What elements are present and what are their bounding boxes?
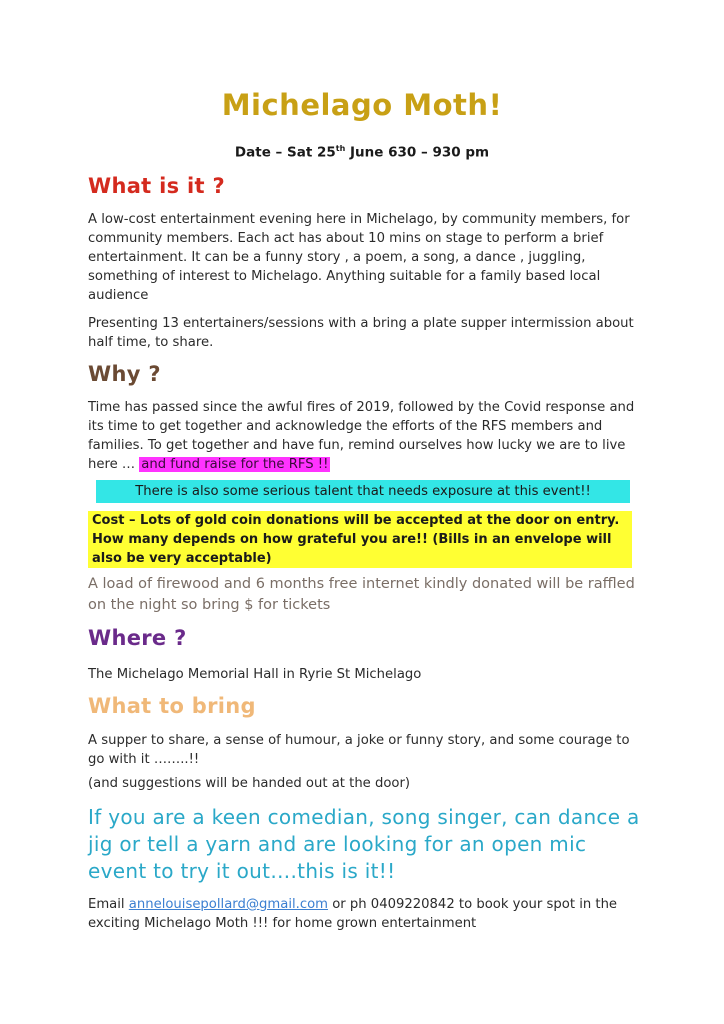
suggestions-note: (and suggestions will be handed out at the door) (88, 776, 411, 791)
contact-suffix: or ph 0409220842 to book your spot in the exciting Michelago Moth !!! for home grown entertainment (88, 897, 618, 931)
talent-banner: There is also some serious talent that needs exposure at this event!! (96, 480, 630, 503)
heading-why: Why ? (88, 362, 161, 386)
page-title: Michelago Moth! (221, 88, 503, 122)
why-paragraph (88, 398, 648, 474)
cost-notice: Cost – Lots of gold coin donations will be accepted at the door on entry. How many depends on how grateful you are!! (Bills in an envelope will also be very acceptable) (88, 511, 632, 568)
heading-what-to-bring: What to bring (88, 694, 256, 718)
contact-paragraph (88, 895, 648, 933)
where-text: The Michelago Memorial Hall in Ryrie St Michelago (88, 667, 422, 682)
date-prefix: Date – Sat 25 (234, 144, 336, 161)
what-is-it-paragraph: A low-cost entertainment evening here in Michelago, by community members, for community members. Each act has about 10 mins on stage to perform a brief entertainment. It can be a funny story , a poem, a song, a dance , juggling, something of interest to Michelago. Anything suitable for a family based local audience (88, 212, 630, 303)
bring-text: A supper to share, a sense of humour, a joke or funny story, and some courage to go with it ……..!! (88, 733, 630, 767)
date-time: June 630 – 930 pm (345, 144, 490, 161)
sessions-paragraph: Presenting 13 entertainers/sessions with a bring a plate supper intermission about half time, to share. (88, 316, 634, 350)
why-text: Time has passed since the awful fires of 2019, followed by the Covid response and its time to get together and acknowledge the efforts of the RFS members and families. To get together and have fun, remind ourselves how lucky we are to live here … (88, 400, 635, 472)
event-date (0, 144, 724, 161)
heading-where: Where ? (88, 626, 187, 650)
fundraise-highlight: and fund raise for the RFS !! (141, 457, 329, 472)
raffle-paragraph: A load of firewood and 6 months free internet kindly donated will be raffled on the night so bring $ for tickets (88, 576, 635, 613)
heading-what-is-it: What is it ? (88, 174, 225, 198)
date-ordinal: th (335, 144, 346, 153)
email-link[interactable]: annelouisepollard@gmail.com (128, 897, 329, 912)
contact-prefix: Email (88, 897, 129, 912)
open-mic-callout: If you are a keen comedian, song singer, can dance a jig or tell a yarn and are looking for an open mic event to try it out….this is it!! (88, 805, 640, 883)
